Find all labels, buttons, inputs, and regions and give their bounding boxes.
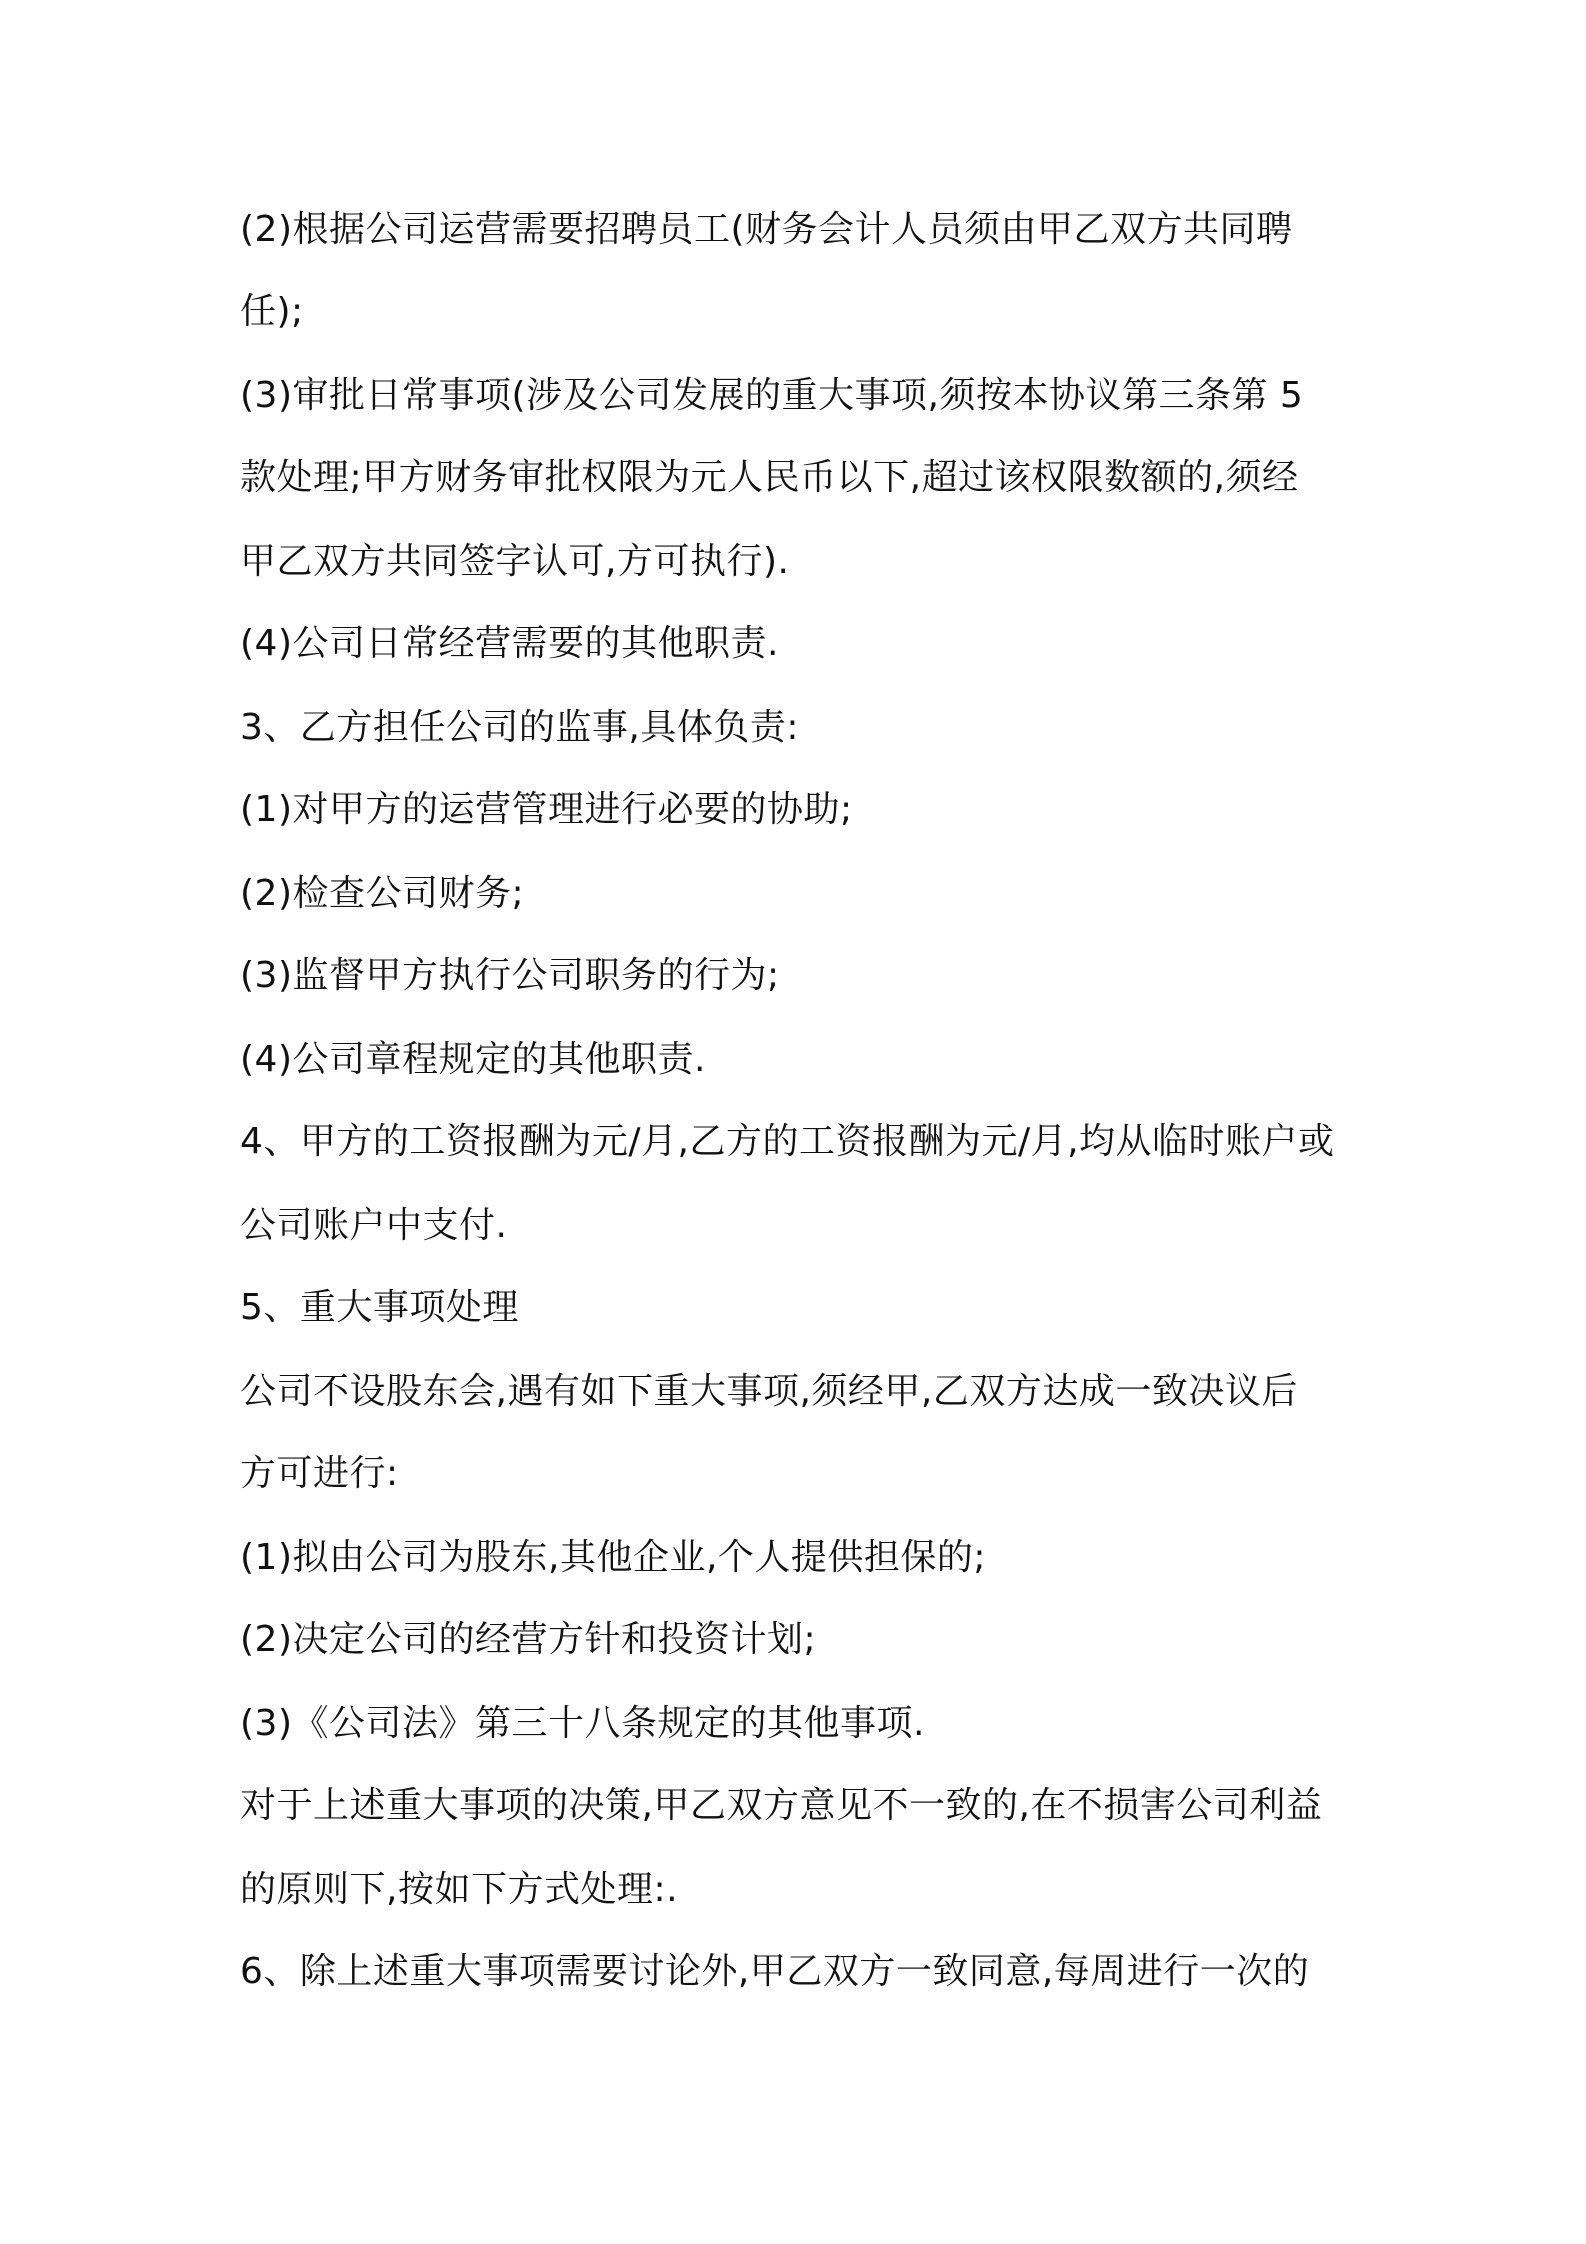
text-line: 任); bbox=[240, 291, 304, 332]
text-line: (3)审批日常事项(涉及公司发展的重大事项,须按本协议第三条第 5 bbox=[240, 375, 1304, 416]
text-line: 5、重大事项处理 bbox=[240, 1287, 519, 1328]
text-line: 方可进行: bbox=[240, 1453, 399, 1494]
text-line: (4)公司章程规定的其他职责. bbox=[240, 1039, 706, 1080]
text-line: (2)检查公司财务; bbox=[240, 873, 525, 914]
text-line: 公司不设股东会,遇有如下重大事项,须经甲,乙双方达成一致决议后 bbox=[240, 1371, 1298, 1412]
text-line: 6、除上述重大事项需要讨论外,甲乙双方一致同意,每周进行一次的 bbox=[240, 1951, 1310, 1992]
text-line: 公司账户中支付. bbox=[240, 1205, 508, 1246]
text-line: 甲乙双方共同签字认可,方可执行). bbox=[240, 541, 790, 582]
text-line: 4、甲方的工资报酬为元/月,乙方的工资报酬为元/月,均从临时账户或 bbox=[240, 1121, 1335, 1162]
text-line: 的原则下,按如下方式处理:. bbox=[240, 1869, 679, 1910]
text-line: (2)根据公司运营需要招聘员工(财务会计人员须由甲乙双方共同聘 bbox=[240, 209, 1293, 250]
text-line: (1)拟由公司为股东,其他企业,个人提供担保的; bbox=[240, 1537, 987, 1578]
text-line: (3)监督甲方执行公司职务的行为; bbox=[240, 955, 780, 996]
text-line: (1)对甲方的运营管理进行必要的协助; bbox=[240, 789, 853, 830]
text-line: 款处理;甲方财务审批权限为元人民币以下,超过该权限数额的,须经 bbox=[240, 457, 1299, 498]
text-line: (2)决定公司的经营方针和投资计划; bbox=[240, 1619, 817, 1660]
text-line: (3)《公司法》第三十八条规定的其他事项. bbox=[240, 1703, 925, 1744]
text-line: 3、乙方担任公司的监事,具体负责: bbox=[240, 707, 799, 748]
text-line: 对于上述重大事项的决策,甲乙双方意见不一致的,在不损害公司利益 bbox=[240, 1785, 1323, 1826]
text-line: (4)公司日常经营需要的其他职责. bbox=[240, 623, 779, 664]
